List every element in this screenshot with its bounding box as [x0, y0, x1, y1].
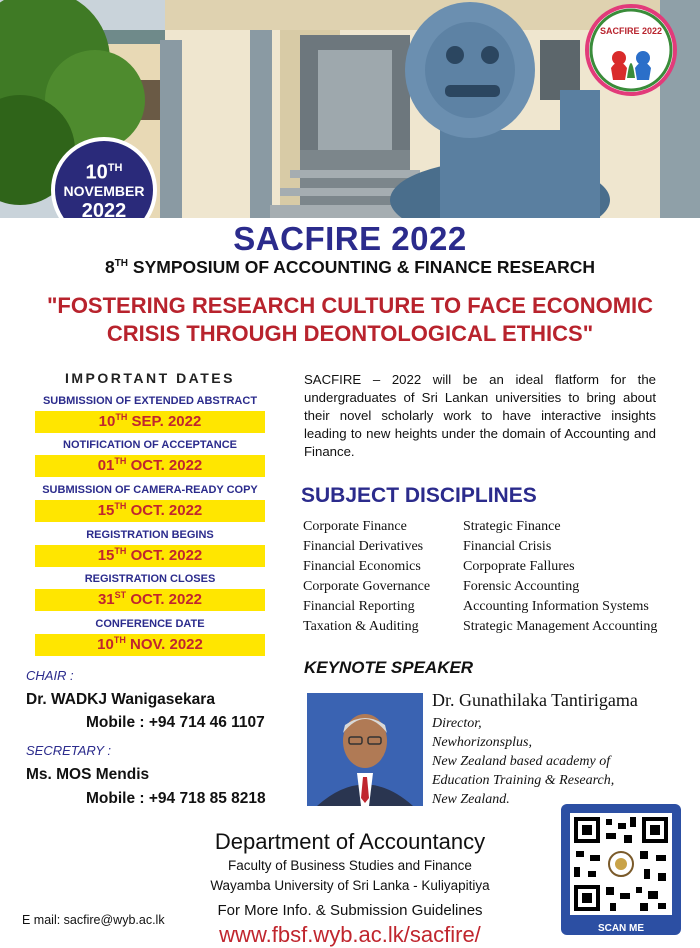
subject-item: Forensic Accounting	[463, 579, 580, 594]
subjects-right-column	[463, 517, 657, 637]
date-suffix: TH	[114, 546, 127, 556]
badge-day-suffix: TH	[107, 161, 123, 174]
date-suffix: TH	[115, 412, 128, 422]
date-rest: OCT. 2022	[126, 591, 203, 608]
intro-paragraph: SACFIRE – 2022 will be an ideal flatform for the undergraduates of Sri Lankan universities to bring about their novel scholarly work to have interactive insights leading to new heights under the domain of Accounting and Finance.	[304, 372, 656, 459]
subtitle-number: 8	[104, 257, 115, 277]
subject-disciplines-heading: SUBJECT DISCIPLINES	[301, 484, 537, 507]
subjects-left-column	[303, 517, 430, 637]
university-name: Wayamba University of Sri Lanka - Kuliyapitiya	[210, 878, 490, 893]
chair-mobile: Mobile : +94 714 46 1107	[86, 714, 265, 731]
date-label: NOTIFICATION OF ACCEPTANCE	[63, 439, 237, 451]
qr-code-icon	[570, 813, 672, 915]
subtitle-suffix: TH	[114, 258, 129, 270]
date-rest: OCT. 2022	[126, 502, 203, 519]
date-day: 10	[97, 636, 114, 653]
date-suffix: TH	[114, 456, 127, 466]
date-day: 15	[97, 502, 115, 519]
speaker-portrait-icon	[307, 693, 423, 806]
secretary-label: SECRETARY :	[26, 743, 112, 758]
date-day: 10	[98, 413, 116, 430]
symposium-logo	[585, 4, 677, 96]
badge-day: 10	[85, 161, 108, 184]
subject-item: Strategic Finance	[463, 519, 561, 534]
more-info-text: For More Info. & Submission Guidelines	[217, 902, 483, 919]
keynote-speaker-name: Dr. Gunathilaka Tantirigama	[432, 690, 638, 710]
date-day: 31	[97, 591, 115, 608]
date-rest: SEP. 2022	[127, 413, 202, 430]
badge-month: NOVEMBER	[63, 183, 145, 200]
logo-emblem-icon	[589, 8, 673, 92]
date-suffix: ST	[114, 590, 127, 600]
subject-item: Corporate Governance	[303, 579, 431, 594]
subject-item: Taxation & Auditing	[303, 619, 419, 634]
date-label: REGISTRATION CLOSES	[84, 573, 216, 585]
date-rest: NOV. 2022	[125, 636, 203, 653]
keynote-speaker-photo	[307, 693, 423, 806]
subject-item: Strategic Management Accounting	[463, 619, 658, 634]
secretary-name: Ms. MOS Mendis	[26, 766, 150, 783]
qr-code-panel[interactable]	[561, 804, 681, 935]
date-label: CONFERENCE DATE	[95, 618, 205, 630]
keynote-speaker-detail: New Zealand based academy of	[432, 754, 611, 769]
subject-item: Financial Derivatives	[303, 539, 424, 554]
logo-text: SACFIRE 2022	[599, 26, 663, 36]
event-theme	[20, 292, 680, 348]
subject-item: Corpoprate Fallures	[463, 559, 575, 574]
date-suffix: TH	[114, 501, 127, 511]
theme-line-1: "FOSTERING RESEARCH CULTURE TO FACE ECONOMIC	[46, 293, 654, 318]
chair-label: CHAIR :	[26, 668, 74, 683]
subject-item: Accounting Information Systems	[463, 599, 649, 614]
date-rest: OCT. 2022	[126, 457, 203, 474]
subject-item: Corporate Finance	[303, 519, 407, 534]
department-name: Department of Accountancy	[214, 829, 486, 854]
theme-line-2: CRISIS THROUGH DEONTOLOGICAL ETHICS"	[106, 321, 594, 346]
date-label: SUBMISSION OF CAMERA-READY COPY	[42, 484, 258, 496]
date-value	[35, 545, 265, 567]
keynote-speaker-detail: Education Training & Research,	[432, 773, 615, 788]
date-label: SUBMISSION OF EXTENDED ABSTRACT	[42, 395, 258, 407]
date-suffix: TH	[113, 635, 126, 645]
secretary-mobile: Mobile : +94 718 85 8218	[86, 790, 266, 807]
keynote-speaker-detail: Newhorizonsplus,	[432, 735, 532, 750]
date-day: 01	[97, 457, 115, 474]
date-rest: OCT. 2022	[126, 547, 203, 564]
date-value	[35, 589, 265, 611]
email-address[interactable]: E mail: sacfire@wyb.ac.lk	[22, 913, 165, 927]
event-subtitle	[0, 257, 700, 278]
keynote-speaker-detail: Director,	[432, 716, 482, 731]
subtitle-text: SYMPOSIUM OF ACCOUNTING & FINANCE RESEARCH	[128, 257, 596, 277]
date-value	[35, 411, 265, 433]
subject-item: Financial Economics	[303, 559, 421, 574]
subject-item: Financial Reporting	[303, 599, 415, 614]
faculty-name: Faculty of Business Studies and Finance	[228, 858, 472, 873]
website-link[interactable]: www.fbsf.wyb.ac.lk/sacfire/	[219, 922, 481, 947]
important-dates-heading: IMPORTANT DATES	[65, 370, 235, 386]
event-title: SACFIRE 2022	[233, 220, 467, 257]
scan-me-label: SCAN ME	[597, 923, 645, 934]
date-value	[35, 455, 265, 477]
badge-year: 2022	[81, 200, 127, 218]
date-label: REGISTRATION BEGINS	[86, 529, 214, 541]
chair-name: Dr. WADKJ Wanigasekara	[26, 691, 215, 708]
date-value	[35, 634, 265, 656]
date-day: 15	[97, 547, 115, 564]
hero-banner	[0, 0, 700, 218]
date-value	[35, 500, 265, 522]
keynote-speaker-detail: New Zealand.	[432, 792, 510, 807]
subject-item: Financial Crisis	[463, 539, 552, 554]
keynote-heading: KEYNOTE SPEAKER	[304, 658, 474, 677]
